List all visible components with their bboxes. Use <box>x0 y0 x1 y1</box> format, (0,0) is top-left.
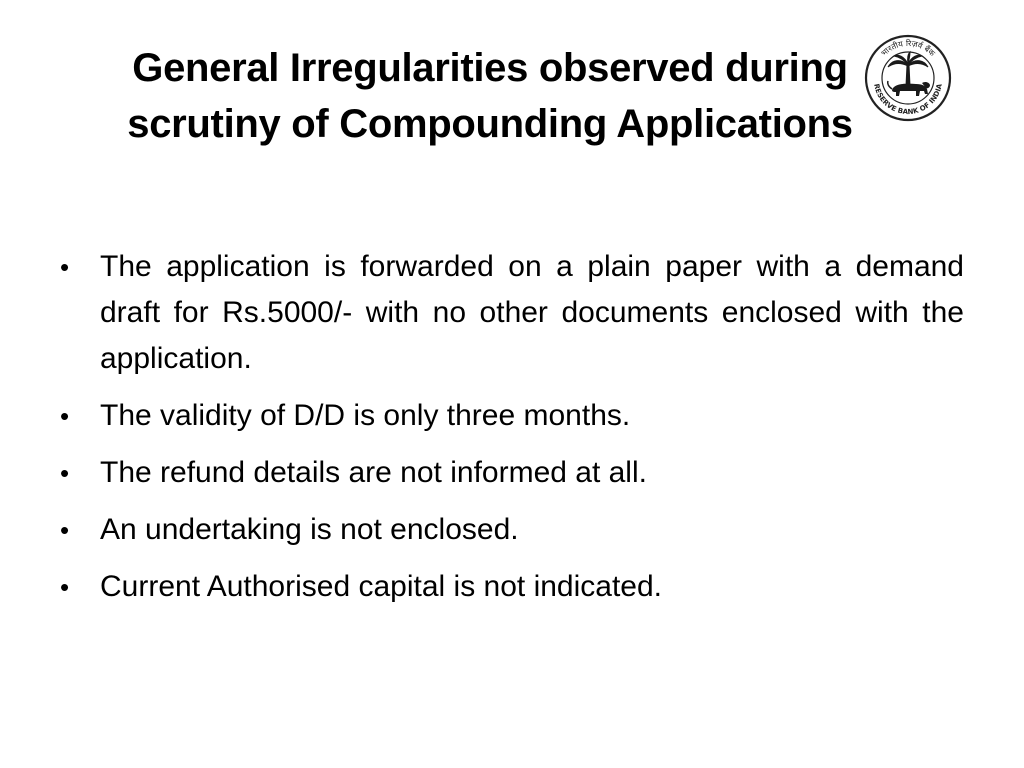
bullet-text: The application is forwarded on a plain paper with a demand draft for Rs.5000/- with no other documents enclosed with the application. <box>100 250 964 375</box>
list-item <box>58 244 964 382</box>
bullet-text: An undertaking is not enclosed. <box>100 513 519 546</box>
seal-text-bottom: RESERVE BANK OF INDIA <box>872 83 944 117</box>
seal-text-top: भारतीय रिज़र्व बैंक <box>879 38 937 59</box>
list-item <box>58 393 964 439</box>
slide-title <box>40 40 940 152</box>
bullet-dot: • <box>60 572 70 602</box>
bullet-dot: • <box>60 515 70 545</box>
title-line-2: scrutiny of Compounding Applications <box>127 102 853 146</box>
title-line-1: General Irregularities observed during <box>132 46 848 90</box>
list-item <box>58 450 964 496</box>
list-item <box>58 564 964 610</box>
rbi-seal-graphic <box>864 34 952 122</box>
bullet-list <box>58 244 964 621</box>
bullet-text: The validity of D/D is only three months. <box>100 399 631 432</box>
bullet-dot: • <box>60 252 70 282</box>
bullet-dot: • <box>60 401 70 431</box>
list-item <box>58 507 964 553</box>
bullet-dot: • <box>60 458 70 488</box>
rbi-seal-icon <box>864 34 952 122</box>
bullet-text: Current Authorised capital is not indicated. <box>100 570 662 603</box>
bullet-text: The refund details are not informed at all. <box>100 456 647 489</box>
